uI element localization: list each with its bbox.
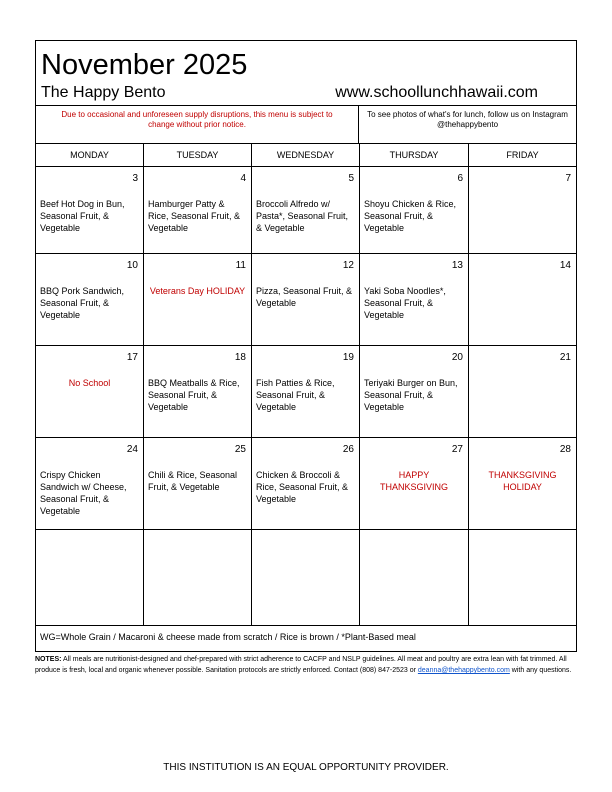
calendar-week-row: [36, 346, 576, 438]
day-number: 13: [451, 260, 463, 271]
calendar-day-cell: [252, 167, 360, 253]
day-number: 4: [240, 173, 246, 184]
calendar-day-cell: [252, 530, 360, 625]
calendar-day-cell: [36, 254, 144, 345]
meal-description: BBQ Meatballs & Rice, Seasonal Fruit, & Vegetable: [148, 378, 240, 412]
day-number: 24: [126, 444, 138, 455]
page-title: November 2025: [41, 49, 248, 81]
website-label: www.schoollunchhawaii.com: [335, 84, 538, 101]
calendar-day-cell: [144, 167, 252, 253]
notice-row: [36, 106, 576, 144]
calendar-day-cell: [144, 346, 252, 437]
meal-description: Beef Hot Dog in Bun, Seasonal Fruit, & Vegetable: [40, 199, 125, 233]
calendar-day-cell: [252, 346, 360, 437]
day-number: 26: [342, 444, 354, 455]
calendar-day-cell: [36, 346, 144, 437]
weekday-header: WEDNESDAY: [252, 144, 360, 166]
calendar-day-cell: [469, 530, 576, 625]
company-name: The Happy Bento: [41, 84, 166, 101]
day-number: 27: [451, 444, 463, 455]
notes-text: All meals are nutritionist-designed and chef-prepared with strict adherence to CACFP and NSLP guidelines. All meat and poultry are extra lean with fat trimmed. All produce is fresh, local and organic whenever possible. Sanitation protocols are strictly enforced. Contact (808) 847-2523 or: [35, 656, 567, 674]
menu-header: [36, 41, 576, 106]
meal-description: Crispy Chicken Sandwich w/ Cheese, Seasonal Fruit, & Vegetable: [40, 470, 127, 516]
holiday-label: No School: [68, 378, 111, 388]
day-number: 19: [342, 352, 354, 363]
meal-description: BBQ Pork Sandwich, Seasonal Fruit, & Vegetable: [40, 286, 125, 320]
calendar-week-row: [36, 530, 576, 626]
holiday-label: THANKSGIVING HOLIDAY: [488, 470, 557, 492]
calendar-day-cell: [469, 167, 576, 253]
calendar-day-cell: [469, 346, 576, 437]
weekday-header-row: [36, 144, 576, 167]
calendar-grid: [36, 167, 576, 626]
holiday-label: Veterans Day HOLIDAY: [149, 286, 246, 296]
day-number: 20: [451, 352, 463, 363]
weekday-header: FRIDAY: [506, 150, 539, 160]
contact-email-link[interactable]: deanna@thehappybento.com: [417, 667, 510, 674]
weekday-header: THURSDAY: [360, 144, 469, 166]
calendar-week-row: [36, 438, 576, 530]
day-number: 5: [348, 173, 354, 184]
day-number: 7: [565, 173, 571, 184]
calendar-day-cell: [36, 438, 144, 529]
supply-notice: Due to occasional and unforeseen supply disruptions, this menu is subject to change without prior notice.: [36, 106, 359, 143]
calendar-day-cell: [360, 167, 469, 253]
day-number: 25: [234, 444, 246, 455]
day-number: 11: [235, 260, 246, 271]
calendar-day-cell: [36, 167, 144, 253]
calendar-week-row: [36, 167, 576, 254]
notes-section: [35, 654, 577, 676]
calendar-day-cell: [469, 438, 576, 529]
day-number: 6: [457, 173, 463, 184]
weekday-header: TUESDAY: [144, 144, 252, 166]
meal-description: Fish Patties & Rice, Seasonal Fruit, & Vegetable: [256, 378, 335, 412]
equal-opportunity-statement: THIS INSTITUTION IS AN EQUAL OPPORTUNITY PROVIDER.: [163, 762, 449, 773]
calendar-day-cell: [469, 254, 576, 345]
legend-footnote: WG=Whole Grain / Macaroni & cheese made from scratch / Rice is brown / *Plant-Based meal: [40, 632, 416, 642]
calendar-day-cell: [360, 530, 469, 625]
calendar-day-cell: [36, 530, 144, 625]
day-number: 18: [234, 352, 246, 363]
meal-description: Chicken & Broccoli & Rice, Seasonal Fruit, & Vegetable: [256, 470, 349, 504]
day-number: 28: [559, 444, 571, 455]
calendar-week-row: [36, 254, 576, 346]
calendar-day-cell: [360, 254, 469, 345]
calendar-day-cell: [144, 438, 252, 529]
day-number: 17: [126, 352, 138, 363]
day-number: 14: [559, 260, 571, 271]
menu-sheet: [35, 40, 577, 652]
meal-description: Yaki Soba Noodles*, Seasonal Fruit, & Vegetable: [364, 286, 446, 320]
calendar-day-cell: [252, 254, 360, 345]
day-number: 21: [559, 352, 571, 363]
day-number: 12: [342, 260, 354, 271]
meal-description: Shoyu Chicken & Rice, Seasonal Fruit, & Vegetable: [364, 199, 457, 233]
notes-tail: with any questions.: [509, 667, 572, 674]
weekday-header: MONDAY: [36, 144, 144, 166]
meal-description: Chili & Rice, Seasonal Fruit, & Vegetable: [148, 470, 238, 492]
instagram-notice: To see photos of what's for lunch, follow us on Instagram @thehappybento: [367, 110, 568, 129]
meal-description: Teriyaki Burger on Bun, Seasonal Fruit, & Vegetable: [364, 378, 458, 412]
calendar-day-cell: [360, 438, 469, 529]
notes-label: NOTES:: [35, 656, 62, 663]
calendar-day-cell: [360, 346, 469, 437]
holiday-label: HAPPY THANKSGIVING: [379, 470, 448, 492]
meal-description: Pizza, Seasonal Fruit, & Vegetable: [256, 286, 353, 308]
meal-description: Hamburger Patty & Rice, Seasonal Fruit, & Vegetable: [148, 199, 241, 233]
calendar-day-cell: [144, 530, 252, 625]
calendar-day-cell: [252, 438, 360, 529]
meal-description: Broccoli Alfredo w/ Pasta*, Seasonal Fruit, & Vegetable: [256, 199, 349, 233]
day-number: 3: [132, 173, 138, 184]
calendar-day-cell: [144, 254, 252, 345]
day-number: 10: [126, 260, 138, 271]
